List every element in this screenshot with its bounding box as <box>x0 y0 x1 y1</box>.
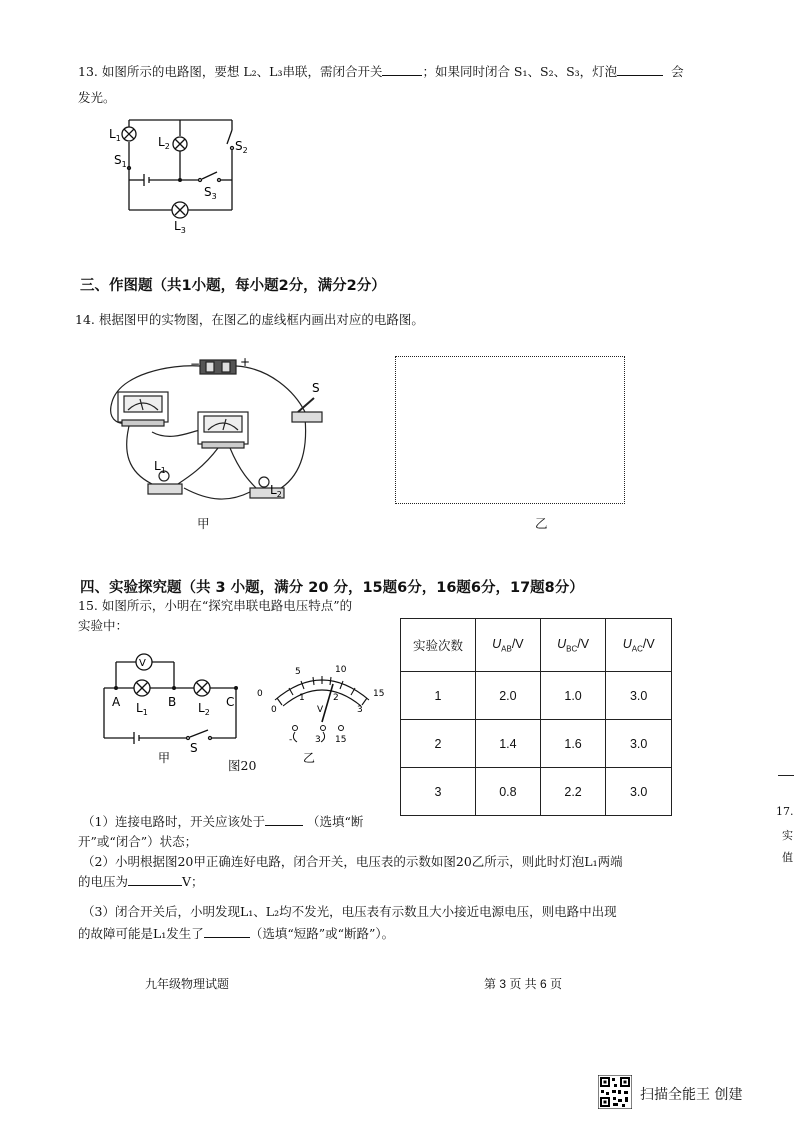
table-cell: 0.8 <box>476 768 541 816</box>
edge-rule <box>778 775 794 776</box>
q15-scale-outer-15: 15 <box>373 689 385 699</box>
q13-label-S2: $S_2$ <box>235 139 248 155</box>
q13-line1 <box>78 62 684 82</box>
table-cell: 2.0 <box>476 672 541 720</box>
q15-terminal-minus: - <box>289 735 293 745</box>
q13-blank-2[interactable] <box>617 63 663 76</box>
table-cell: 2.2 <box>540 768 606 816</box>
table-row <box>401 720 672 768</box>
q15-sub3-line2 <box>78 924 394 944</box>
q15-terminal-15: 15 <box>335 735 347 745</box>
qr-code-icon <box>598 1075 632 1109</box>
q15-sub1-line1 <box>82 812 363 832</box>
q13-label-S3: $S_3$ <box>204 185 217 201</box>
q13-label-L2: $L_2$ <box>158 135 170 151</box>
q14-label-L1: $L_1$ <box>154 459 166 475</box>
q13-label-L3: $L_3$ <box>174 219 186 235</box>
q13-circuit-diagram <box>100 112 250 237</box>
q14-text: 14. 根据图甲的实物图，在图乙的虚线框内画出对应的电路图。 <box>75 312 424 327</box>
q15-circuit-jia <box>98 650 253 772</box>
table-header-cell: 实验次数 <box>401 619 476 672</box>
table-cell: 3.0 <box>606 720 672 768</box>
q15-sub3-text-a: （3）闭合开关后，小明发现L₁、L₂均不发光，电压表有示数且大小接近电源电压，则电路中出现 <box>82 904 617 919</box>
q15-scale-inner-3: 3 <box>357 705 363 715</box>
q15-sub3-text-b: 的故障可能是L₁发生了 <box>78 926 204 941</box>
q15-label-B: B <box>168 695 177 709</box>
q15-terminal-3: 3 <box>315 735 321 745</box>
q15-sub1-text-c: 开”或“闭合”）状态； <box>78 834 198 849</box>
q15-caption-fig20: 图20 <box>228 758 257 773</box>
section4-title: 四、实验探究题（共 3 小题，满分 20 分，15题6分，16题6分，17题8分） <box>80 580 584 596</box>
q15-label-V: V <box>139 658 146 669</box>
q15-label-C: C <box>226 695 235 709</box>
section3-title: 三、作图题（共1小题，每小题2分，满分2分） <box>80 278 386 294</box>
q13-text-a: 13. 如图所示的电路图，要想 L₂、L₃串联，需闭合开关 <box>78 64 383 79</box>
q13-label-L1: $L_1$ <box>109 127 121 143</box>
q15-line1: 15. 如图所示，小明在“探究串联电路电压特点”的 <box>78 598 353 613</box>
q15-meter-V: V <box>317 705 324 715</box>
q15-sub2-text-b: 的电压为 <box>78 874 129 889</box>
q15-sub3-blank[interactable] <box>204 925 250 938</box>
q15-sub1-text-a: （1）连接电路时，开关应该处于 <box>82 814 265 829</box>
table-cell: 1.0 <box>540 672 606 720</box>
q15-sub2-text-a: （2）小明根据图20甲正确连好电路，闭合开关，电压表的示数如图20乙所示，则此时灯泡L₁两端 <box>82 854 623 869</box>
table-header-cell: $U_{AC}/V$ <box>606 619 672 672</box>
q15-sub2-line2 <box>78 872 204 892</box>
q15-voltmeter-yi <box>255 660 390 765</box>
table-cell: 2 <box>401 720 476 768</box>
table-header-cell: $U_{BC}/V$ <box>540 619 606 672</box>
q15-scale-inner-1: 1 <box>299 693 305 703</box>
q14-label-S: S <box>312 381 320 395</box>
q14-physical-circuit-figure <box>100 352 340 514</box>
q15-label-L2: $L_2$ <box>198 701 210 717</box>
table-cell: 3 <box>401 768 476 816</box>
q15-sub1-blank[interactable] <box>265 813 303 826</box>
q15-scale-inner-0: 0 <box>271 705 277 715</box>
table-cell: 1.6 <box>540 720 606 768</box>
q14-battery-minus: − <box>190 357 201 371</box>
q14-caption-yi: 乙 <box>535 516 548 531</box>
q13-label-S1: $S_1$ <box>114 153 127 169</box>
edge-fragment-17: 17. <box>776 805 794 818</box>
q14-answer-box[interactable] <box>395 356 625 504</box>
table-row <box>401 672 672 720</box>
q15-data-table <box>400 618 672 816</box>
table-cell: 1.4 <box>476 720 541 768</box>
q13-blank-1[interactable] <box>382 63 422 76</box>
q15-line2: 实验中： <box>78 618 129 633</box>
footer-right: 第 3 页 共 6 页 <box>484 977 563 991</box>
q15-scale-inner-2: 2 <box>333 693 339 703</box>
footer-left: 九年级物理试题 <box>145 977 230 991</box>
q15-sub2-blank[interactable] <box>128 873 182 886</box>
table-cell: 1 <box>401 672 476 720</box>
scanner-label: 扫描全能王 创建 <box>640 1087 743 1103</box>
q14-caption-jia: 甲 <box>197 516 210 531</box>
table-row <box>401 768 672 816</box>
q14-label-L2: $L_2$ <box>270 483 282 499</box>
q15-scale-top-5: 5 <box>295 667 301 677</box>
edge-fragment-shi: 实 <box>782 829 793 842</box>
q15-scale-outer-0: 0 <box>257 689 263 699</box>
q14-battery-plus: + <box>240 355 251 369</box>
q13-text-b: ；如果同时闭合 S₁、S₂、S₃，灯泡 <box>422 64 618 79</box>
table-cell: 3.0 <box>606 768 672 816</box>
q15-caption-jia: 甲 <box>158 751 171 765</box>
q15-label-S: S <box>190 741 198 755</box>
q15-sub3-text-c: （选填“短路”或“断路”）。 <box>249 926 395 941</box>
table-header-cell: $U_{AB}/V$ <box>476 619 541 672</box>
q13-text-c: 会 <box>671 64 684 79</box>
q13-text-d: 发光。 <box>78 90 116 105</box>
q15-label-A: A <box>112 695 121 709</box>
q15-sub1-text-b: （选填“断 <box>306 814 364 829</box>
edge-fragment-zhi: 值 <box>782 851 793 864</box>
q15-label-L1: $L_1$ <box>136 701 148 717</box>
table-header-row <box>401 619 672 672</box>
table-cell: 3.0 <box>606 672 672 720</box>
q15-caption-yi: 乙 <box>303 751 316 765</box>
q15-scale-top-10: 10 <box>335 665 347 675</box>
q15-sub2-text-c: V； <box>182 874 204 889</box>
